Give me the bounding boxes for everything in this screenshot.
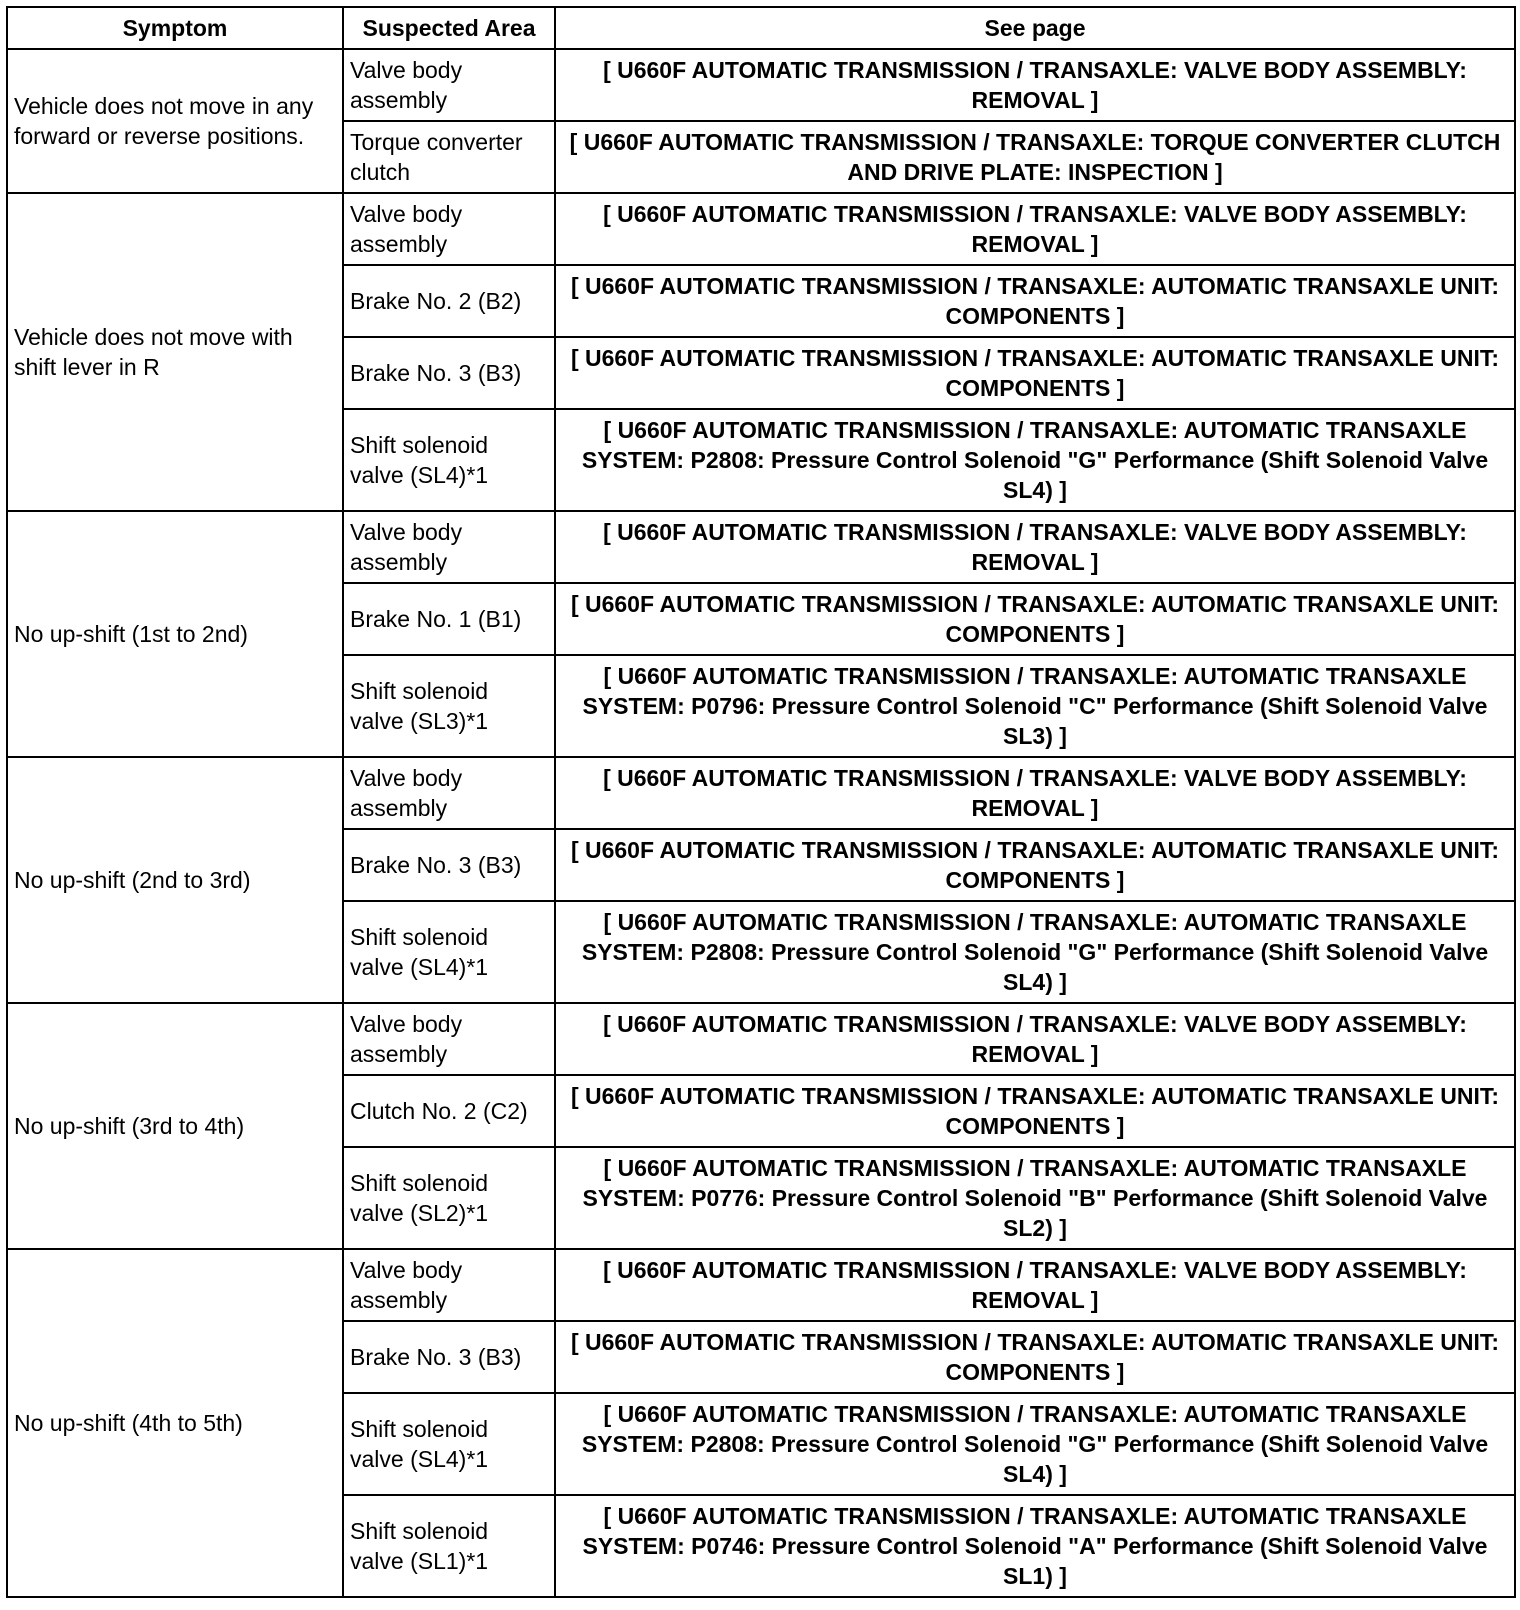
see-page-link[interactable]: [ U660F AUTOMATIC TRANSMISSION / TRANSAXLE: AUTOMATIC TRANSAXLE UNIT: COMPONENTS ]: [555, 1321, 1515, 1393]
suspected-area-cell: Shift solenoid valve (SL1)*1: [343, 1495, 555, 1597]
table-row: [7, 757, 1515, 829]
symptom-cell: Vehicle does not move with shift lever in R: [7, 193, 343, 511]
table-row: [7, 511, 1515, 583]
table-header-row: [7, 7, 1515, 49]
symptom-cell: No up-shift (3rd to 4th): [7, 1003, 343, 1249]
suspected-area-cell: Shift solenoid valve (SL4)*1: [343, 409, 555, 511]
symptom-cell: No up-shift (2nd to 3rd): [7, 757, 343, 1003]
suspected-area-cell: Brake No. 1 (B1): [343, 583, 555, 655]
suspected-area-cell: Brake No. 3 (B3): [343, 829, 555, 901]
header-suspected-area: Suspected Area: [343, 7, 555, 49]
symptom-cell: No up-shift (1st to 2nd): [7, 511, 343, 757]
see-page-link[interactable]: [ U660F AUTOMATIC TRANSMISSION / TRANSAXLE: AUTOMATIC TRANSAXLE UNIT: COMPONENTS ]: [555, 583, 1515, 655]
see-page-link[interactable]: [ U660F AUTOMATIC TRANSMISSION / TRANSAXLE: VALVE BODY ASSEMBLY: REMOVAL ]: [555, 757, 1515, 829]
suspected-area-cell: Shift solenoid valve (SL3)*1: [343, 655, 555, 757]
table-row: [7, 1003, 1515, 1075]
suspected-area-cell: Valve body assembly: [343, 49, 555, 121]
suspected-area-cell: Clutch No. 2 (C2): [343, 1075, 555, 1147]
suspected-area-cell: Torque converter clutch: [343, 121, 555, 193]
see-page-link[interactable]: [ U660F AUTOMATIC TRANSMISSION / TRANSAXLE: AUTOMATIC TRANSAXLE UNIT: COMPONENTS ]: [555, 265, 1515, 337]
see-page-link[interactable]: [ U660F AUTOMATIC TRANSMISSION / TRANSAXLE: AUTOMATIC TRANSAXLE SYSTEM: P2808: Pressure Control Solenoid "G" Performance (Shift Solenoid Valve SL4) ]: [555, 1393, 1515, 1495]
header-symptom: Symptom: [7, 7, 343, 49]
troubleshooting-table: [6, 6, 1516, 1598]
see-page-link[interactable]: [ U660F AUTOMATIC TRANSMISSION / TRANSAXLE: VALVE BODY ASSEMBLY: REMOVAL ]: [555, 1249, 1515, 1321]
suspected-area-cell: Valve body assembly: [343, 193, 555, 265]
see-page-link[interactable]: [ U660F AUTOMATIC TRANSMISSION / TRANSAXLE: AUTOMATIC TRANSAXLE SYSTEM: P0776: Pressure Control Solenoid "B" Performance (Shift Solenoid Valve SL2) ]: [555, 1147, 1515, 1249]
see-page-link[interactable]: [ U660F AUTOMATIC TRANSMISSION / TRANSAXLE: VALVE BODY ASSEMBLY: REMOVAL ]: [555, 1003, 1515, 1075]
see-page-link[interactable]: [ U660F AUTOMATIC TRANSMISSION / TRANSAXLE: AUTOMATIC TRANSAXLE UNIT: COMPONENTS ]: [555, 1075, 1515, 1147]
suspected-area-cell: Shift solenoid valve (SL4)*1: [343, 901, 555, 1003]
see-page-link[interactable]: [ U660F AUTOMATIC TRANSMISSION / TRANSAXLE: AUTOMATIC TRANSAXLE SYSTEM: P0796: Pressure Control Solenoid "C" Performance (Shift Solenoid Valve SL3) ]: [555, 655, 1515, 757]
table-row: [7, 1249, 1515, 1321]
see-page-link[interactable]: [ U660F AUTOMATIC TRANSMISSION / TRANSAXLE: AUTOMATIC TRANSAXLE SYSTEM: P0746: Pressure Control Solenoid "A" Performance (Shift Solenoid Valve SL1) ]: [555, 1495, 1515, 1597]
suspected-area-cell: Shift solenoid valve (SL4)*1: [343, 1393, 555, 1495]
table-row: [7, 193, 1515, 265]
symptom-cell: Vehicle does not move in any forward or reverse positions.: [7, 49, 343, 193]
suspected-area-cell: Brake No. 2 (B2): [343, 265, 555, 337]
see-page-link[interactable]: [ U660F AUTOMATIC TRANSMISSION / TRANSAXLE: TORQUE CONVERTER CLUTCH AND DRIVE PLATE: INSPECTION ]: [555, 121, 1515, 193]
suspected-area-cell: Valve body assembly: [343, 757, 555, 829]
suspected-area-cell: Shift solenoid valve (SL2)*1: [343, 1147, 555, 1249]
suspected-area-cell: Valve body assembly: [343, 1003, 555, 1075]
suspected-area-cell: Brake No. 3 (B3): [343, 337, 555, 409]
see-page-link[interactable]: [ U660F AUTOMATIC TRANSMISSION / TRANSAXLE: AUTOMATIC TRANSAXLE UNIT: COMPONENTS ]: [555, 829, 1515, 901]
see-page-link[interactable]: [ U660F AUTOMATIC TRANSMISSION / TRANSAXLE: AUTOMATIC TRANSAXLE SYSTEM: P2808: Pressure Control Solenoid "G" Performance (Shift Solenoid Valve SL4) ]: [555, 901, 1515, 1003]
symptom-cell: No up-shift (4th to 5th): [7, 1249, 343, 1597]
suspected-area-cell: Valve body assembly: [343, 1249, 555, 1321]
see-page-link[interactable]: [ U660F AUTOMATIC TRANSMISSION / TRANSAXLE: VALVE BODY ASSEMBLY: REMOVAL ]: [555, 49, 1515, 121]
see-page-link[interactable]: [ U660F AUTOMATIC TRANSMISSION / TRANSAXLE: VALVE BODY ASSEMBLY: REMOVAL ]: [555, 193, 1515, 265]
see-page-link[interactable]: [ U660F AUTOMATIC TRANSMISSION / TRANSAXLE: VALVE BODY ASSEMBLY: REMOVAL ]: [555, 511, 1515, 583]
header-see-page: See page: [555, 7, 1515, 49]
see-page-link[interactable]: [ U660F AUTOMATIC TRANSMISSION / TRANSAXLE: AUTOMATIC TRANSAXLE UNIT: COMPONENTS ]: [555, 337, 1515, 409]
suspected-area-cell: Valve body assembly: [343, 511, 555, 583]
see-page-link[interactable]: [ U660F AUTOMATIC TRANSMISSION / TRANSAXLE: AUTOMATIC TRANSAXLE SYSTEM: P2808: Pressure Control Solenoid "G" Performance (Shift Solenoid Valve SL4) ]: [555, 409, 1515, 511]
table-row: [7, 49, 1515, 121]
suspected-area-cell: Brake No. 3 (B3): [343, 1321, 555, 1393]
